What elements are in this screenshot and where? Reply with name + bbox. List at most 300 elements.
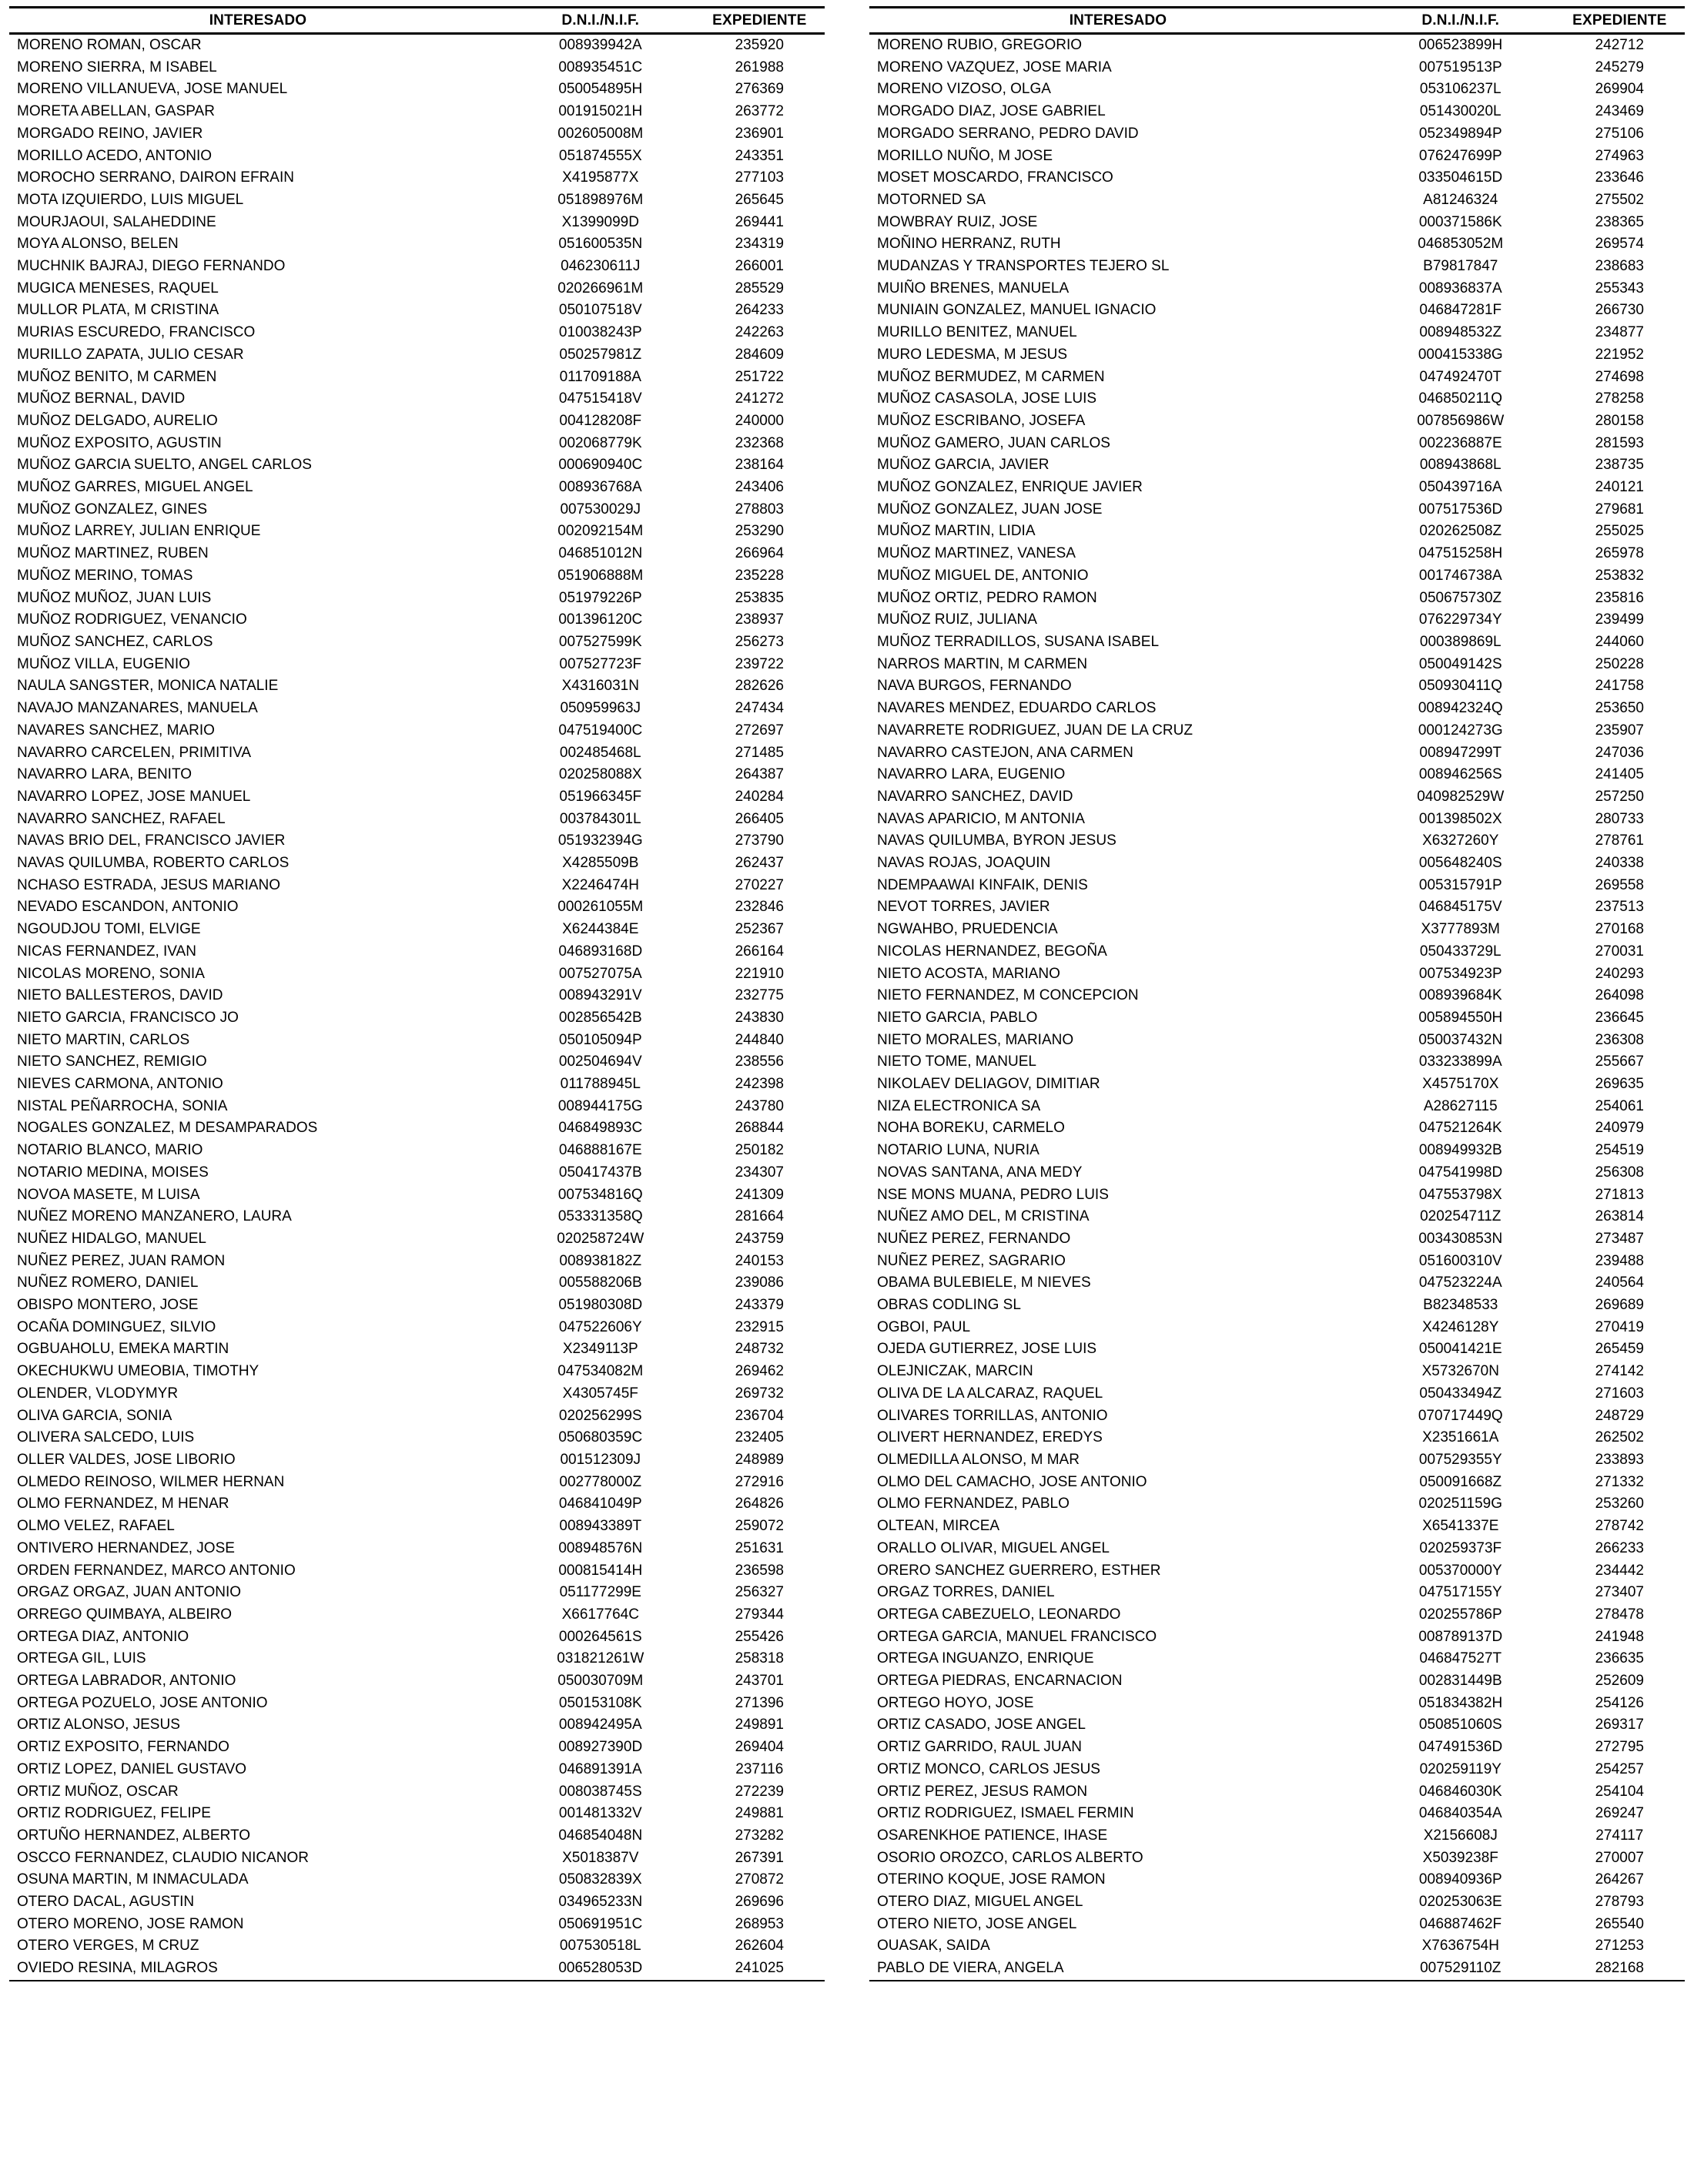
cell-expediente: 235816	[1595, 589, 1644, 606]
cell-expediente: 233893	[1595, 1452, 1644, 1468]
cell-dni: 047553798X	[1418, 1186, 1502, 1203]
cell-dni: 008946256S	[1418, 766, 1502, 783]
cell-expediente: 256327	[735, 1584, 784, 1601]
cell-expediente: 285529	[735, 280, 784, 296]
cell-interesado: NDEMPAAWAI KINFAIK, DENIS	[877, 876, 1088, 893]
cell-dni: 006523899H	[1418, 37, 1503, 53]
cell-expediente: 265540	[1595, 1915, 1644, 1932]
cell-dni: X6541337E	[1422, 1518, 1499, 1535]
cell-expediente: 266164	[735, 943, 784, 960]
cell-dni: 002068779K	[558, 434, 642, 451]
cell-dni: 052349894P	[1418, 125, 1502, 142]
table-row	[869, 1781, 1685, 1804]
cell-expediente: 254126	[1595, 1694, 1644, 1711]
table-row	[9, 1891, 825, 1914]
cell-dni: 050417437B	[558, 1164, 642, 1181]
two-column-listing-layout	[9, 6, 1685, 1981]
cell-expediente: 263814	[1595, 1208, 1644, 1225]
table-row	[869, 101, 1685, 123]
cell-interesado: OTERO MORENO, JOSE RAMON	[17, 1915, 244, 1932]
table-row	[869, 1405, 1685, 1428]
table-row	[869, 1117, 1685, 1140]
cell-dni: B82348533	[1423, 1297, 1498, 1314]
table-header	[869, 8, 1685, 34]
cell-interesado: NCHASO ESTRADA, JESUS MARIANO	[17, 876, 281, 893]
cell-interesado: MUÑOZ MIGUEL DE, ANTONIO	[877, 567, 1089, 584]
cell-dni: 008936768A	[558, 479, 642, 496]
table-row	[869, 1891, 1685, 1914]
table-row	[869, 34, 1685, 57]
cell-expediente: 255343	[1595, 280, 1644, 296]
cell-dni: 001915021H	[558, 103, 643, 120]
cell-expediente: 243701	[735, 1673, 784, 1690]
cell-interesado: OSORIO OROZCO, CARLOS ALBERTO	[877, 1849, 1143, 1866]
cell-expediente: 249891	[735, 1717, 784, 1733]
table-row	[869, 278, 1685, 300]
cell-expediente: 233646	[1595, 169, 1644, 186]
cell-interesado: MORGADO DIAZ, JOSE GABRIEL	[877, 103, 1106, 120]
table-row	[869, 720, 1685, 742]
table-row	[869, 1493, 1685, 1516]
cell-interesado: NAVARRETE RODRIGUEZ, JUAN DE LA CRUZ	[877, 722, 1193, 739]
table-row	[9, 1361, 825, 1383]
table-row	[9, 1030, 825, 1052]
cell-interesado: ORDEN FERNANDEZ, MARCO ANTONIO	[17, 1562, 296, 1579]
cell-expediente: 243406	[735, 479, 784, 496]
table-row	[869, 631, 1685, 654]
cell-interesado: OBRAS CODLING SL	[877, 1297, 1021, 1314]
table-row	[9, 1493, 825, 1516]
cell-interesado: NAVARRO SANCHEZ, DAVID	[877, 788, 1073, 805]
cell-expediente: 252609	[1595, 1673, 1644, 1690]
table-row	[9, 146, 825, 168]
cell-interesado: NEVADO ESCANDON, ANTONIO	[17, 899, 239, 916]
cell-expediente: 236598	[735, 1562, 784, 1579]
table-row	[9, 278, 825, 300]
cell-dni: 050832839X	[558, 1871, 642, 1888]
cell-expediente: 264826	[735, 1496, 784, 1512]
cell-expediente: 232846	[735, 899, 784, 916]
table-row	[9, 1604, 825, 1626]
cell-dni: X4305745F	[562, 1385, 638, 1402]
cell-expediente: 221952	[1595, 346, 1644, 363]
cell-interesado: MOÑINO HERRANZ, RUTH	[877, 236, 1061, 253]
table-row	[869, 1449, 1685, 1472]
cell-dni: 008939942A	[558, 37, 642, 53]
cell-interesado: MUÑOZ MARTINEZ, VANESA	[877, 545, 1076, 562]
table-row	[869, 1958, 1685, 1981]
cell-expediente: 238735	[1595, 457, 1644, 474]
cell-interesado: OTERO DIAZ, MIGUEL ANGEL	[877, 1894, 1083, 1911]
cell-interesado: OLLER VALDES, JOSE LIBORIO	[17, 1452, 236, 1468]
table-row	[869, 1560, 1685, 1583]
cell-expediente: 278793	[1595, 1894, 1644, 1911]
cell-expediente: 238937	[735, 611, 784, 628]
cell-interesado: NUÑEZ PEREZ, FERNANDO	[877, 1230, 1071, 1247]
cell-dni: 020259373F	[1419, 1539, 1502, 1556]
cell-interesado: PABLO DE VIERA, ANGELA	[877, 1960, 1064, 1977]
cell-interesado: NOVOA MASETE, M LUISA	[17, 1186, 200, 1203]
table-row	[9, 189, 825, 212]
table-row	[869, 388, 1685, 410]
cell-interesado: ORTIZ PEREZ, JESUS RAMON	[877, 1783, 1088, 1800]
cell-expediente: 243759	[735, 1230, 784, 1247]
cell-interesado: NICOLAS HERNANDEZ, BEGOÑA	[877, 943, 1107, 960]
table-row	[9, 388, 825, 410]
table-row	[869, 1251, 1685, 1273]
cell-interesado: OGBOI, PAUL	[877, 1318, 971, 1335]
cell-expediente: 266730	[1595, 302, 1644, 319]
cell-interesado: NIETO SANCHEZ, REMIGIO	[17, 1053, 207, 1070]
cell-dni: 046849893C	[558, 1120, 643, 1137]
table-row	[9, 1449, 825, 1472]
cell-interesado: OGBUAHOLU, EMEKA MARTIN	[17, 1341, 229, 1358]
table-row	[9, 631, 825, 654]
cell-expediente: 269689	[1595, 1297, 1644, 1314]
cell-interesado: NAVAS ROJAS, JOAQUIN	[877, 855, 1051, 872]
cell-dni: 050930411Q	[1418, 678, 1502, 695]
cell-expediente: 275502	[1595, 191, 1644, 208]
table-row	[9, 454, 825, 477]
table-row	[869, 1472, 1685, 1494]
table-row	[9, 1140, 825, 1162]
cell-dni: 031821261W	[557, 1650, 644, 1667]
cell-interesado: NAVAJO MANZANARES, MANUELA	[17, 700, 258, 717]
table-row	[869, 1140, 1685, 1162]
expedientes-table-left	[9, 6, 825, 1981]
table-row	[869, 521, 1685, 543]
cell-dni: 047515418V	[558, 390, 642, 407]
cell-expediente: 262502	[1595, 1429, 1644, 1446]
cell-dni: 008942495A	[558, 1717, 642, 1733]
cell-dni: 008944175G	[557, 1097, 643, 1114]
cell-interesado: ORGAZ TORRES, DANIEL	[877, 1584, 1055, 1601]
cell-expediente: 271396	[735, 1694, 784, 1711]
table-row	[869, 941, 1685, 963]
cell-dni: 051430020L	[1419, 103, 1502, 120]
cell-dni: 046891391A	[558, 1760, 642, 1777]
cell-interesado: MURO LEDESMA, M JESUS	[877, 346, 1068, 363]
table-row	[869, 609, 1685, 631]
cell-dni: 007530518L	[559, 1938, 641, 1955]
cell-expediente: 250228	[1595, 655, 1644, 672]
cell-interesado: MUIÑO BRENES, MANUELA	[877, 280, 1070, 296]
cell-dni: 050037432N	[1418, 1031, 1503, 1048]
cell-expediente: 239499	[1595, 611, 1644, 628]
cell-interesado: MORGADO SERRANO, PEDRO DAVID	[877, 125, 1139, 142]
cell-interesado: NAVAS QUILUMBA, ROBERTO CARLOS	[17, 855, 290, 872]
cell-interesado: NIEVES CARMONA, ANTONIO	[17, 1076, 223, 1093]
cell-dni: X6617764C	[561, 1606, 639, 1623]
table-row	[9, 963, 825, 986]
table-row	[869, 654, 1685, 676]
cell-dni: 008938182Z	[559, 1252, 642, 1269]
expedientes-table-right	[869, 6, 1685, 1981]
cell-expediente: 274142	[1595, 1363, 1644, 1380]
cell-expediente: 269317	[1595, 1717, 1644, 1733]
cell-dni: 007856986W	[1417, 412, 1505, 429]
cell-dni: 008943291V	[558, 987, 642, 1004]
cell-dni: 050433729L	[1419, 943, 1502, 960]
table-row	[9, 1935, 825, 1958]
cell-expediente: 262604	[735, 1938, 784, 1955]
cell-interesado: ORTIZ CASADO, JOSE ANGEL	[877, 1717, 1086, 1733]
table-row	[869, 433, 1685, 455]
cell-expediente: 273282	[735, 1827, 784, 1844]
cell-dni: 005894550H	[1418, 1009, 1503, 1026]
cell-expediente: 268953	[735, 1915, 784, 1932]
cell-interesado: OLIVA GARCIA, SONIA	[17, 1407, 172, 1424]
table-row	[869, 1582, 1685, 1604]
table-row	[9, 941, 825, 963]
cell-dni: 002485468L	[559, 744, 641, 761]
cell-expediente: 271813	[1595, 1186, 1644, 1203]
cell-interesado: OCAÑA DOMINGUEZ, SILVIO	[17, 1318, 216, 1335]
cell-expediente: 270419	[1595, 1318, 1644, 1335]
table-row	[9, 1405, 825, 1428]
cell-interesado: NUÑEZ PEREZ, JUAN RAMON	[17, 1252, 226, 1269]
column-header-dni: D.N.I./N.I.F.	[1367, 8, 1555, 34]
cell-dni: 046230611J	[561, 258, 641, 275]
cell-interesado: OVIEDO RESINA, MILAGROS	[17, 1960, 218, 1977]
cell-interesado: MUÑOZ GONZALEZ, GINES	[17, 501, 208, 518]
cell-dni: 008942324Q	[1418, 700, 1503, 717]
cell-expediente: 274117	[1595, 1827, 1644, 1844]
table-row	[9, 1251, 825, 1273]
cell-expediente: 278258	[1595, 390, 1644, 407]
column-header-interesado: INTERESADO	[9, 8, 507, 34]
table-row	[9, 1914, 825, 1936]
cell-expediente: 265459	[1595, 1341, 1644, 1358]
cell-dni: 076229734Y	[1418, 611, 1502, 628]
cell-dni: 020255786P	[1418, 1606, 1502, 1623]
cell-interesado: NICAS FERNANDEZ, IVAN	[17, 943, 196, 960]
table-row	[869, 477, 1685, 499]
table-row	[9, 764, 825, 786]
cell-expediente: 266233	[1595, 1539, 1644, 1556]
cell-expediente: 240000	[735, 412, 784, 429]
table-row	[869, 852, 1685, 875]
table-row	[9, 1693, 825, 1715]
table-row	[869, 1383, 1685, 1405]
table-row	[869, 1670, 1685, 1693]
table-row	[869, 233, 1685, 256]
cell-interesado: ORTIZ ALONSO, JESUS	[17, 1717, 180, 1733]
cell-dni: 002856542B	[558, 1009, 642, 1026]
table-row	[9, 322, 825, 344]
table-row	[9, 543, 825, 565]
table-row	[869, 344, 1685, 367]
cell-dni: 040982529W	[1417, 788, 1505, 805]
cell-dni: 000124273G	[1418, 722, 1503, 739]
cell-interesado: NUÑEZ HIDALGO, MANUEL	[17, 1230, 206, 1247]
table-row	[869, 1338, 1685, 1361]
table-row	[869, 212, 1685, 234]
cell-expediente: 284609	[735, 346, 784, 363]
cell-expediente: 256273	[735, 633, 784, 650]
cell-interesado: NIETO ACOSTA, MARIANO	[877, 965, 1060, 982]
cell-interesado: NSE MONS MUANA, PEDRO LUIS	[877, 1186, 1109, 1203]
table-row	[9, 1958, 825, 1981]
table-row	[869, 698, 1685, 720]
cell-dni: 033504615D	[1418, 169, 1503, 186]
table-row	[869, 1914, 1685, 1936]
cell-dni: 046840354A	[1418, 1805, 1502, 1822]
cell-interesado: ORTEGA CABEZUELO, LEONARDO	[877, 1606, 1121, 1623]
cell-interesado: OLMEDO REINOSO, WILMER HERNAN	[17, 1473, 285, 1490]
cell-expediente: 267391	[735, 1849, 784, 1866]
cell-interesado: NAVAS APARICIO, M ANTONIA	[877, 810, 1085, 827]
cell-expediente: 269696	[735, 1894, 784, 1911]
cell-expediente: 234877	[1595, 324, 1644, 341]
table-row	[869, 1427, 1685, 1449]
cell-interesado: ORTEGA LABRADOR, ANTONIO	[17, 1673, 236, 1690]
cell-interesado: NIZA ELECTRONICA SA	[877, 1097, 1041, 1114]
cell-dni: 070717449Q	[1418, 1407, 1503, 1424]
table-row	[9, 1560, 825, 1583]
cell-interesado: ORTIZ RODRIGUEZ, FELIPE	[17, 1805, 211, 1822]
cell-interesado: MORENO ROMAN, OSCAR	[17, 37, 202, 53]
cell-dni: 050691951C	[558, 1915, 643, 1932]
cell-interesado: OLEJNICZAK, MARCIN	[877, 1363, 1033, 1380]
cell-expediente: 234442	[1595, 1562, 1644, 1579]
cell-expediente: 236308	[1595, 1031, 1644, 1048]
cell-expediente: 247434	[735, 700, 784, 717]
cell-interesado: MUÑOZ CASASOLA, JOSE LUIS	[877, 390, 1097, 407]
table-row	[869, 1737, 1685, 1759]
table-row	[869, 675, 1685, 698]
cell-dni: 002831449B	[1418, 1673, 1502, 1690]
cell-interesado: ORTEGA INGUANZO, ENRIQUE	[877, 1650, 1094, 1667]
cell-expediente: 272239	[735, 1783, 784, 1800]
table-row	[869, 1051, 1685, 1074]
cell-dni: 051600310V	[1418, 1252, 1502, 1269]
table-row	[869, 1516, 1685, 1538]
cell-interesado: OLMEDILLA ALONSO, M MAR	[877, 1452, 1080, 1468]
cell-interesado: ORTEGA PIEDRAS, ENCARNACION	[877, 1673, 1123, 1690]
cell-interesado: NAVARRO CARCELEN, PRIMITIVA	[17, 744, 252, 761]
cell-dni: 008940936P	[1418, 1871, 1502, 1888]
cell-dni: 007534923P	[1418, 965, 1502, 982]
cell-dni: X5039238F	[1422, 1849, 1498, 1866]
table-row	[9, 896, 825, 919]
table-row	[9, 1759, 825, 1781]
cell-dni: 053331358Q	[557, 1208, 643, 1225]
cell-interesado: NAVARRO LOPEZ, JOSE MANUEL	[17, 788, 251, 805]
cell-interesado: NIKOLAEV DELIAGOV, DIMITIAR	[877, 1076, 1100, 1093]
cell-interesado: OTERO NIETO, JOSE ANGEL	[877, 1915, 1077, 1932]
cell-expediente: 270872	[735, 1871, 784, 1888]
cell-expediente: 265978	[1595, 545, 1644, 562]
cell-interesado: ONTIVERO HERNANDEZ, JOSE	[17, 1539, 235, 1556]
cell-interesado: MUÑOZ EXPOSITO, AGUSTIN	[17, 434, 222, 451]
table-row	[869, 322, 1685, 344]
table-row	[869, 1847, 1685, 1870]
cell-interesado: NIETO FERNANDEZ, M CONCEPCION	[877, 987, 1139, 1004]
cell-interesado: MUÑOZ SANCHEZ, CARLOS	[17, 633, 213, 650]
cell-interesado: MURILLO ZAPATA, JULIO CESAR	[17, 346, 244, 363]
cell-dni: 020262508Z	[1419, 523, 1502, 540]
cell-dni: 005315791P	[1418, 876, 1502, 893]
cell-dni: 020258724W	[557, 1230, 644, 1247]
cell-expediente: 240293	[1595, 965, 1644, 982]
cell-dni: A28627115	[1423, 1097, 1498, 1114]
cell-interesado: MUNIAIN GONZALEZ, MANUEL IGNACIO	[877, 302, 1157, 319]
cell-dni: 011788945L	[560, 1076, 641, 1093]
cell-expediente: 240121	[1595, 479, 1644, 496]
cell-expediente: 280733	[1595, 810, 1644, 827]
cell-dni: 047519400C	[558, 722, 643, 739]
cell-interesado: ORERO SANCHEZ GUERRERO, ESTHER	[877, 1562, 1161, 1579]
table-row	[869, 875, 1685, 897]
table-row	[9, 698, 825, 720]
cell-dni: 007519513P	[1418, 59, 1502, 75]
cell-interesado: MULLOR PLATA, M CRISTINA	[17, 302, 219, 319]
cell-dni: X7636754H	[1421, 1938, 1499, 1955]
cell-interesado: MUÑOZ BERMUDEZ, M CARMEN	[877, 368, 1105, 385]
cell-dni: 046850211Q	[1418, 390, 1502, 407]
cell-expediente: 239722	[735, 655, 784, 672]
cell-interesado: ORTEGA GARCIA, MANUEL FRANCISCO	[877, 1628, 1157, 1645]
cell-expediente: 250182	[735, 1142, 784, 1159]
cell-dni: X1399099D	[561, 213, 639, 230]
cell-interesado: MUCHNIK BAJRAJ, DIEGO FERNANDO	[17, 258, 286, 275]
cell-interesado: OLMO FERNANDEZ, M HENAR	[17, 1496, 229, 1512]
table-row	[9, 57, 825, 79]
cell-dni: 051177299E	[559, 1584, 641, 1601]
cell-interesado: NAVARRO SANCHEZ, RAFAEL	[17, 810, 226, 827]
cell-expediente: 238164	[735, 457, 784, 474]
cell-interesado: OLENDER, VLODYMYR	[17, 1385, 179, 1402]
cell-expediente: 232368	[735, 434, 784, 451]
table-row	[9, 742, 825, 765]
table-row	[869, 1693, 1685, 1715]
cell-interesado: MORENO SIERRA, M ISABEL	[17, 59, 217, 75]
cell-expediente: 243469	[1595, 103, 1644, 120]
cell-interesado: NICOLAS MORENO, SONIA	[17, 965, 205, 982]
cell-interesado: MUÑOZ BERNAL, DAVID	[17, 390, 186, 407]
cell-interesado: OTERO VERGES, M CRUZ	[17, 1938, 199, 1955]
cell-expediente: 235228	[735, 567, 784, 584]
table-row	[9, 588, 825, 610]
cell-interesado: NUÑEZ ROMERO, DANIEL	[17, 1275, 199, 1291]
table-row	[9, 167, 825, 189]
cell-dni: 034965233N	[558, 1894, 643, 1911]
cell-interesado: MUÑOZ GONZALEZ, ENRIQUE JAVIER	[877, 479, 1143, 496]
cell-expediente: 238556	[735, 1053, 784, 1070]
cell-expediente: 255426	[735, 1628, 784, 1645]
cell-dni: 008927390D	[558, 1739, 643, 1756]
cell-dni: 051932394G	[557, 832, 643, 849]
cell-expediente: 243780	[735, 1097, 784, 1114]
table-row	[9, 79, 825, 101]
cell-interesado: MUÑOZ ORTIZ, PEDRO RAMON	[877, 589, 1097, 606]
cell-dni: 001481332V	[558, 1805, 642, 1822]
table-row	[869, 300, 1685, 322]
cell-expediente: 234319	[735, 236, 784, 253]
cell-dni: 033233899A	[1418, 1053, 1502, 1070]
cell-dni: 020254711Z	[1420, 1208, 1502, 1225]
table-row	[9, 852, 825, 875]
cell-dni: 008948576N	[558, 1539, 643, 1556]
cell-expediente: 266964	[735, 545, 784, 562]
cell-interesado: MORILLO NUÑO, M JOSE	[877, 147, 1053, 164]
cell-expediente: 275106	[1595, 125, 1644, 142]
cell-interesado: MORENO VILLANUEVA, JOSE MANUEL	[17, 81, 288, 98]
cell-interesado: NOHA BOREKU, CARMELO	[877, 1120, 1065, 1137]
cell-dni: 050091668Z	[1419, 1473, 1502, 1490]
cell-interesado: MUÑOZ GARCIA SUELTO, ANGEL CARLOS	[17, 457, 312, 474]
